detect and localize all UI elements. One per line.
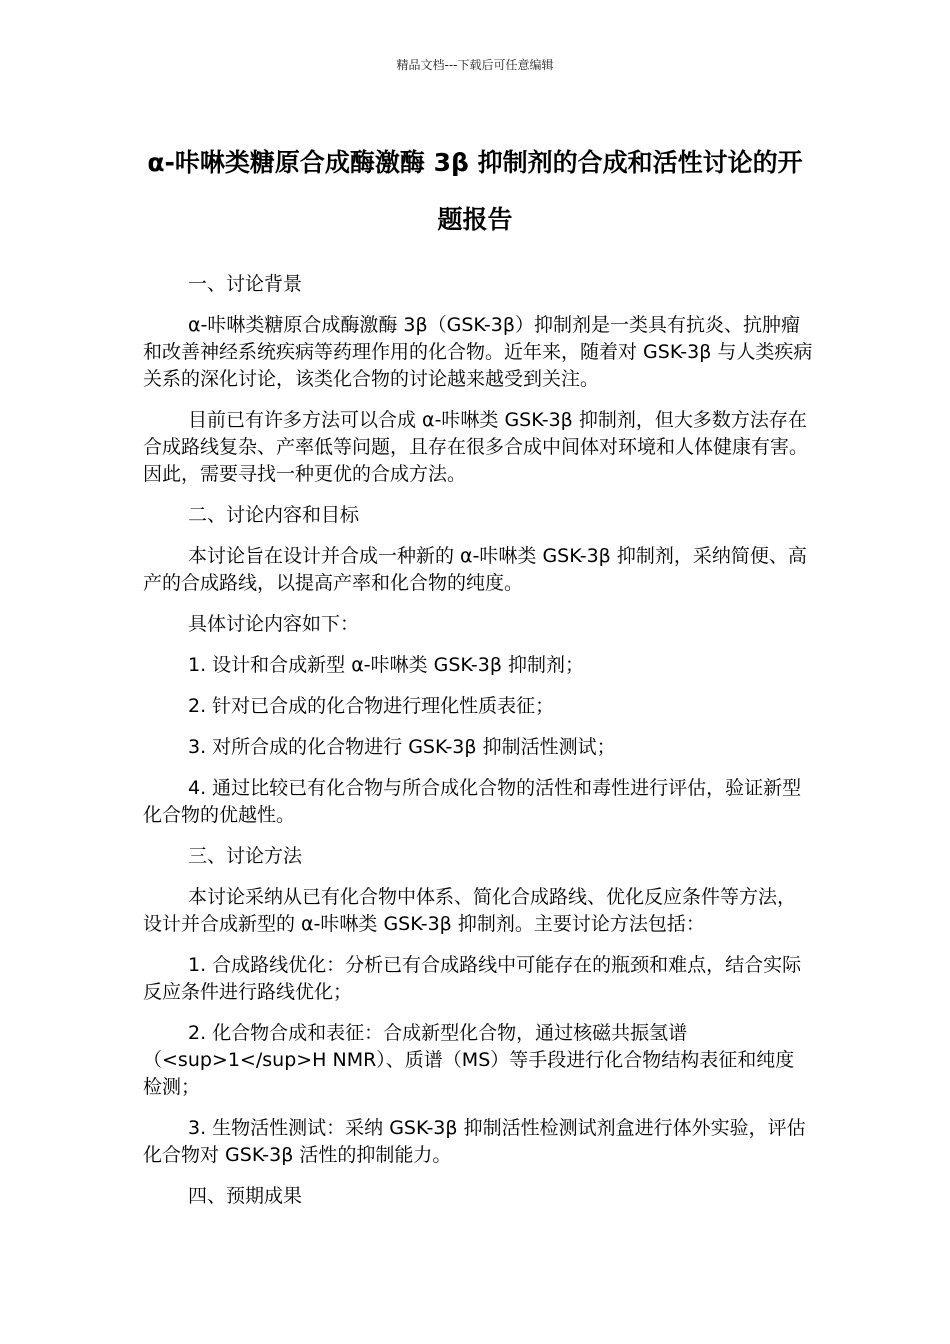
list-item: 3. 生物活性测试：采纳 GSK-3β 抑制活性检测试剂盒进行体外实验，评估化合物对 GSK-3β 活性的抑制能力。	[143, 1117, 806, 1166]
list-item: 4. 通过比较已有化合物与所合成化合物的活性和毒性进行评估，验证新型化合物的优越性。	[143, 777, 802, 826]
section-heading-background: 一、讨论背景	[188, 273, 303, 295]
page-header-note: 精品文档---下载后可任意编辑	[396, 58, 554, 72]
paragraph: 本讨论采纳从已有化合物中体系、简化合成路线、优化反应条件等方法，设计并合成新型的 α-咔啉类 GSK-3β 抑制剂。主要讨论方法包括：	[143, 886, 797, 935]
list-item: 1. 设计和合成新型 α-咔啉类 GSK-3β 抑制剂；	[188, 654, 584, 676]
section-heading-content-goals: 二、讨论内容和目标	[188, 504, 360, 526]
section-heading-methods: 三、讨论方法	[188, 845, 303, 867]
paragraph: α-咔啉类糖原合成酶激酶 3β（GSK-3β）抑制剂是一类具有抗炎、抗肿瘤和改善神经系统疾病等药理作用的化合物。近年来，随着对 GSK-3β 与人类疾病关系的深化讨论，该类化合物的讨论越来越受到关注。	[143, 314, 813, 390]
section-heading-expected-results: 四、预期成果	[188, 1185, 303, 1207]
list-item: 3. 对所合成的化合物进行 GSK-3β 抑制活性测试；	[188, 736, 616, 758]
paragraph: 目前已有许多方法可以合成 α-咔啉类 GSK-3β 抑制剂，但大多数方法存在合成路线复杂、产率低等问题，且存在很多合成中间体对环境和人体健康有害。因此，需要寻找一种更优的合成方法。	[143, 409, 809, 485]
document-title: α-咔啉类糖原合成酶激酶 3β 抑制剂的合成和活性讨论的开题报告	[147, 148, 803, 234]
list-item: 1. 合成路线优化：分析已有合成路线中可能存在的瓶颈和难点，结合实际反应条件进行路线优化；	[143, 954, 802, 1003]
paragraph: 具体讨论内容如下：	[188, 613, 360, 635]
list-item: 2. 化合物合成和表征：合成新型化合物，通过核磁共振氢谱（<sup>1</sup>H NMR）、质谱（MS）等手段进行化合物结构表征和纯度检测；	[143, 1022, 795, 1098]
list-item: 2. 针对已合成的化合物进行理化性质表征；	[188, 695, 555, 717]
paragraph: 本讨论旨在设计并合成一种新的 α-咔啉类 GSK-3β 抑制剂，采纳简便、高产的合成路线，以提高产率和化合物的纯度。	[143, 545, 807, 594]
document-body	[143, 271, 813, 1224]
